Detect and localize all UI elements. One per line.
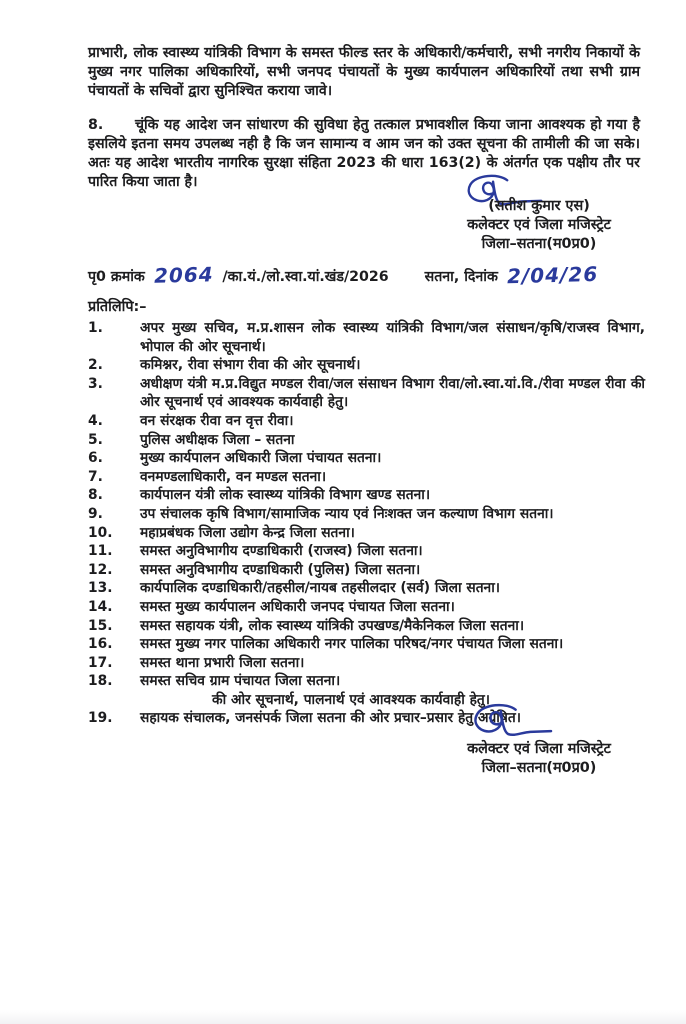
list-item-text: उप संचालक कृषि विभाग/सामाजिक न्याय एवं निःशक्त जन कल्याण विभाग सतना। <box>140 505 554 522</box>
list-item <box>88 709 645 728</box>
list-item-number <box>88 691 140 710</box>
list-item-text: समस्त सचिव ग्राम पंचायत जिला सतना। <box>140 673 341 690</box>
signatory-block-bottom <box>408 740 670 778</box>
list-item-number: 4. <box>88 412 103 429</box>
scan-artifact-band <box>0 1010 686 1024</box>
list-item <box>88 598 645 617</box>
list-item-continuation-text: की ओर सूचनार्थ, पालनार्थ एवं आवश्यक कार्यवाही हेतु। <box>212 691 491 708</box>
list-item <box>88 431 645 450</box>
list-item-number: 6. <box>88 450 103 467</box>
clause-8-paragraph <box>88 116 640 192</box>
list-item-number: 18. <box>88 673 113 690</box>
list-item <box>88 486 645 505</box>
list-item <box>88 654 645 673</box>
list-item-number: 3. <box>88 375 103 392</box>
opening-paragraph <box>88 44 640 101</box>
list-item-text: समस्त थाना प्रभारी जिला सतना। <box>140 654 305 671</box>
list-item-text: अधीक्षण यंत्री म.प्र.विद्युत मण्डल रीवा/जल संसाधन विभाग रीवा/लो.स्वा.यां.वि./रीवा मण्डल रीवा की ओर सूचनार्थ एवं आवश्यक कार्यवाही हेतु। <box>140 375 645 411</box>
list-item-number: 14. <box>88 598 113 615</box>
reference-line <box>88 261 640 289</box>
reference-number-group <box>88 262 389 286</box>
list-item-text: समस्त मुख्य नगर पालिका अधिकारी नगर पालिका परिषद/नगर पंचायत जिला सतना। <box>140 636 564 653</box>
list-item-number: 17. <box>88 654 113 671</box>
clause-8-number: 8. <box>88 117 104 133</box>
list-item <box>88 617 645 636</box>
list-item-text: पुलिस अधीक्षक जिला – सतना <box>140 431 295 448</box>
place-label: सतना, <box>424 269 460 285</box>
opening-paragraph-text: प्राभारी, लोक स्वास्थ्य यांत्रिकी विभाग के समस्त फील्ड स्तर के अधिकारी/कर्मचारी, सभी नगरीय निकायों के मुख्य नगर पालिका अधिकारियों, सभी जनपद पंचायतों के मुख्य कार्यपालन अधिकारियों तथा सभी ग्राम पंचायतों के सचिवों द्वारा सुनिश्चित कराया जावे। <box>88 45 640 99</box>
list-item-number: 11. <box>88 543 113 560</box>
list-item <box>88 561 645 580</box>
list-item-number: 5. <box>88 431 103 448</box>
list-item-text: वन संरक्षक रीवा वन वृत्त रीवा। <box>140 412 294 429</box>
list-item-text: समस्त सहायक यंत्री, लोक स्वास्थ्य यांत्रिकी उपखण्ड/मैकेनिकल जिला सतना। <box>140 617 525 634</box>
list-item-number: 15. <box>88 617 113 634</box>
list-item-text: समस्त अनुविभागीय दण्डाधिकारी (पुलिस) जिला सतना। <box>140 561 421 578</box>
list-item-number: 16. <box>88 636 113 653</box>
list-item-number: 8. <box>88 487 103 504</box>
signatory-name: (सतीश कुमार एस) <box>488 198 590 214</box>
list-item-number: 9. <box>88 505 103 522</box>
list-item <box>88 505 645 524</box>
list-item <box>88 449 645 468</box>
list-item <box>88 579 645 598</box>
list-item <box>88 524 645 543</box>
clause-8-text: चूंकि यह आदेश जन सांधारण की सुविधा हेतु तत्काल प्रभावशील किया जाना आवश्यक हो गया है इसलिये इतना समय उपलब्ध नही है कि जन सामान्य व आम जन को उक्त सूचना की तामीली की जा सके। अतः यह आदेश भारतीय नागरिक सुरक्षा संहिता 2023 की धारा 163(2) के अंतर्गत एक पक्षीय तौर पर पारित किया जाता है। <box>88 117 640 190</box>
reference-prefix: पृ0 क्रमांक <box>88 269 145 285</box>
list-item <box>88 542 645 561</box>
place-date-group <box>424 261 602 289</box>
signatory-designation: कलेक्टर एवं जिला मजिस्ट्रेट <box>467 217 611 233</box>
list-item-text: कमिश्नर, रीवा संभाग रीवा की ओर सूचनार्थ। <box>140 357 361 374</box>
list-item <box>88 635 645 654</box>
list-item-text: महाप्रबंधक जिला उद्योग केन्द्र जिला सतना। <box>140 524 355 541</box>
list-item <box>88 468 645 487</box>
date-label: दिनांक <box>464 269 498 285</box>
signatory-district: जिला–सतना(म0प्र0) <box>481 760 597 776</box>
copy-list-heading: प्रतिलिपि:– <box>88 299 147 315</box>
handwritten-reference-number: 2064 <box>153 262 214 288</box>
list-item-number: 7. <box>88 468 103 485</box>
list-item <box>88 356 645 375</box>
list-item-continuation-row <box>88 691 645 710</box>
list-item <box>88 412 645 431</box>
list-item-number: 13. <box>88 580 113 597</box>
list-item <box>88 319 645 356</box>
list-item-text: सहायक संचालक, जनसंपर्क जिला सतना की ओर प्रचार–प्रसार हेतु अग्रेषित। <box>140 710 521 727</box>
list-item <box>88 375 645 412</box>
list-item-text: अपर मुख्य सचिव, म.प्र.शासन लोक स्वास्थ्य यांत्रिकी विभाग/जल संसाधन/कृषि/राजस्व विभाग, भोपाल की ओर सूचनार्थ। <box>140 320 645 355</box>
list-item-text: कार्यपालिक दण्डाधिकारी/तहसील/नायब तहसीलदार (सर्व) जिला सतना। <box>140 580 501 597</box>
list-item-number: 19. <box>88 710 113 727</box>
list-item-number: 2. <box>88 357 103 374</box>
signatory-district: जिला–सतना(म0प्र0) <box>481 236 597 252</box>
list-item <box>88 672 645 691</box>
list-item-text: मुख्य कार्यपालन अधिकारी जिला पंचायत सतना। <box>140 450 382 467</box>
copy-list <box>88 319 645 728</box>
reference-suffix: /का.यं./लो.स्वा.यां.खंड/2026 <box>222 269 389 285</box>
signatory-designation: कलेक्टर एवं जिला मजिस्ट्रेट <box>467 741 611 757</box>
list-item-text: कार्यपालन यंत्री लोक स्वास्थ्य यांत्रिकी विभाग खण्ड सतना। <box>140 487 431 504</box>
list-item-number: 1. <box>88 320 103 336</box>
list-item-number: 12. <box>88 561 113 578</box>
list-item-number: 10. <box>88 524 113 541</box>
list-item-text: वनमण्डलाधिकारी, वन मण्डल सतना। <box>140 468 327 485</box>
list-item-text: समस्त अनुविभागीय दण्डाधिकारी (राजस्व) जिला सतना। <box>140 543 423 560</box>
signatory-block-top <box>408 197 670 254</box>
handwritten-date: 2/04/26 <box>506 261 599 289</box>
list-item-text: समस्त मुख्य कार्यपालन अधिकारी जनपद पंचायत जिला सतना। <box>140 598 455 615</box>
